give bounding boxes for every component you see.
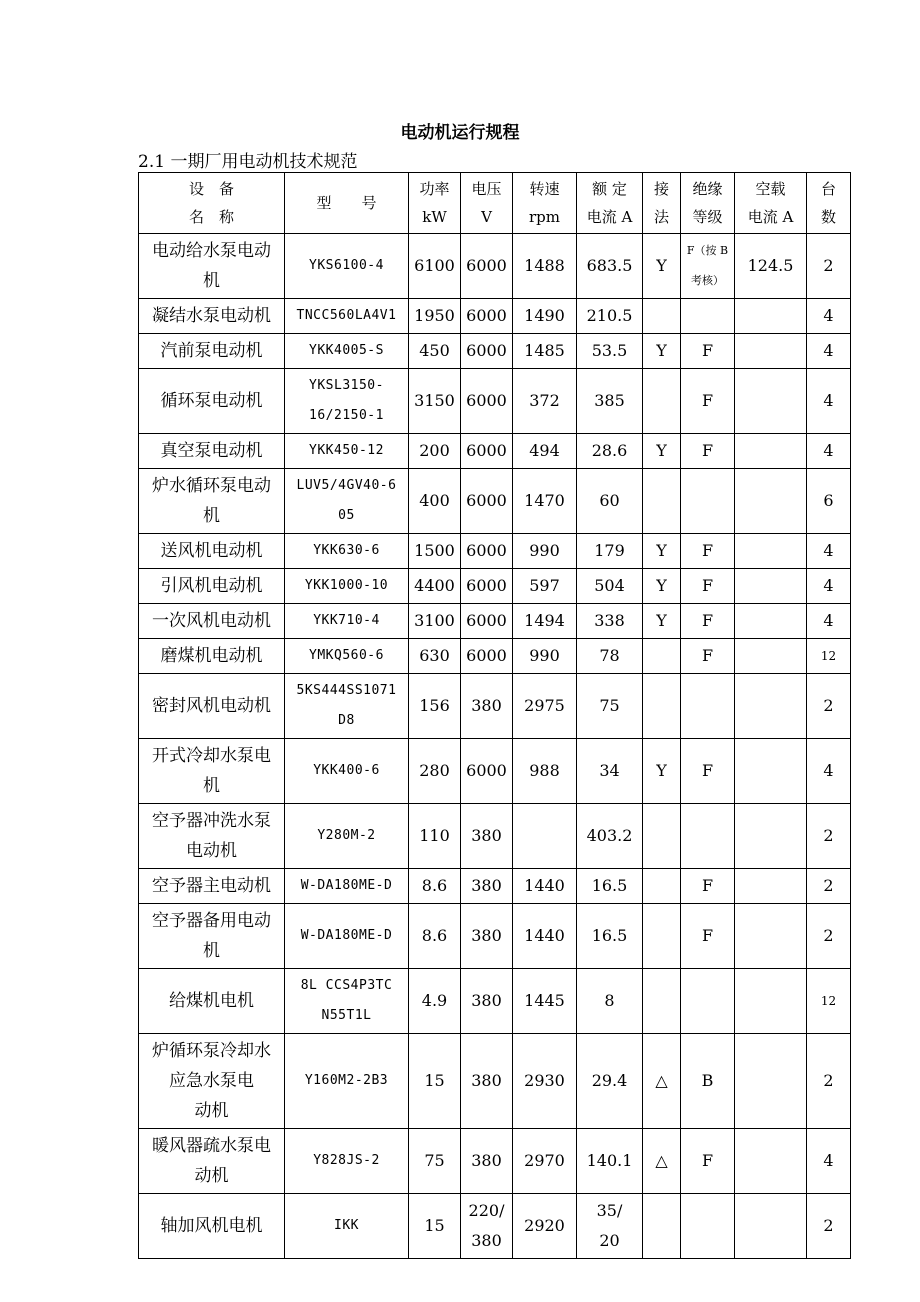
table-row [139, 804, 851, 869]
cell-quantity: 12 [807, 969, 851, 1034]
cell-insulation-class: F [681, 739, 735, 804]
cell-quantity: 4 [807, 369, 851, 434]
cell-power-kw: 15 [409, 1034, 461, 1129]
cell-rated-current: 140.1 [577, 1129, 643, 1194]
cell-equipment-name: 引风机电动机 [139, 569, 285, 604]
cell-equipment-name: 炉循环泵冷却水 应急水泵电 动机 [139, 1034, 285, 1129]
cell-no-load-current [735, 569, 807, 604]
cell-power-kw: 1950 [409, 299, 461, 334]
cell-quantity: 4 [807, 604, 851, 639]
cell-no-load-current [735, 334, 807, 369]
table-row [139, 534, 851, 569]
header-no-load-current: 空载 电流 A [735, 173, 807, 234]
cell-insulation-class [681, 1194, 735, 1259]
cell-quantity: 2 [807, 674, 851, 739]
cell-insulation-class: F [681, 534, 735, 569]
cell-voltage-v: 6000 [461, 369, 513, 434]
cell-rated-current: 683.5 [577, 234, 643, 299]
cell-insulation-class: F [681, 1129, 735, 1194]
cell-speed-rpm: 2975 [513, 674, 577, 739]
table-row [139, 639, 851, 674]
cell-voltage-v: 6000 [461, 234, 513, 299]
cell-no-load-current [735, 299, 807, 334]
table-row [139, 299, 851, 334]
cell-equipment-name: 空予器主电动机 [139, 869, 285, 904]
cell-equipment-name: 磨煤机电动机 [139, 639, 285, 674]
cell-rated-current: 34 [577, 739, 643, 804]
cell-power-kw: 400 [409, 469, 461, 534]
cell-connection [643, 969, 681, 1034]
cell-equipment-name: 真空泵电动机 [139, 434, 285, 469]
table-row [139, 369, 851, 434]
cell-rated-current: 75 [577, 674, 643, 739]
cell-equipment-name: 汽前泵电动机 [139, 334, 285, 369]
cell-equipment-name: 给煤机电机 [139, 969, 285, 1034]
header-equipment-name: 设 备 名 称 [139, 173, 285, 234]
cell-equipment-name: 轴加风机电机 [139, 1194, 285, 1259]
cell-rated-current: 338 [577, 604, 643, 639]
cell-voltage-v: 6000 [461, 334, 513, 369]
cell-insulation-class [681, 674, 735, 739]
cell-quantity: 4 [807, 1129, 851, 1194]
table-row [139, 969, 851, 1034]
cell-speed-rpm [513, 804, 577, 869]
cell-quantity: 4 [807, 739, 851, 804]
page-title: 电动机运行规程 [400, 123, 520, 143]
cell-quantity: 12 [807, 639, 851, 674]
cell-quantity: 2 [807, 234, 851, 299]
cell-insulation-class: B [681, 1034, 735, 1129]
cell-no-load-current [735, 1034, 807, 1129]
cell-power-kw: 630 [409, 639, 461, 674]
cell-voltage-v: 6000 [461, 299, 513, 334]
cell-connection: Y [643, 534, 681, 569]
cell-rated-current: 16.5 [577, 869, 643, 904]
cell-insulation-class: F [681, 869, 735, 904]
cell-quantity: 4 [807, 434, 851, 469]
cell-voltage-v: 6000 [461, 639, 513, 674]
cell-rated-current: 53.5 [577, 334, 643, 369]
cell-connection [643, 674, 681, 739]
cell-voltage-v: 6000 [461, 739, 513, 804]
cell-voltage-v: 380 [461, 969, 513, 1034]
cell-insulation-class [681, 299, 735, 334]
header-model: 型 号 [285, 173, 409, 234]
cell-no-load-current: 124.5 [735, 234, 807, 299]
cell-quantity: 4 [807, 334, 851, 369]
cell-connection [643, 904, 681, 969]
cell-connection [643, 299, 681, 334]
cell-rated-current: 16.5 [577, 904, 643, 969]
cell-model: 8L CCS4P3TC N55T1L [285, 969, 409, 1034]
cell-speed-rpm: 2920 [513, 1194, 577, 1259]
cell-model: YKK630-6 [285, 534, 409, 569]
cell-insulation-class: F [681, 604, 735, 639]
cell-quantity: 2 [807, 904, 851, 969]
cell-no-load-current [735, 1129, 807, 1194]
cell-voltage-v: 380 [461, 674, 513, 739]
table-header-row [139, 173, 851, 234]
header-insulation-class: 绝缘 等级 [681, 173, 735, 234]
cell-quantity: 6 [807, 469, 851, 534]
cell-voltage-v: 6000 [461, 469, 513, 534]
table-row [139, 1129, 851, 1194]
motor-spec-table [138, 172, 851, 1259]
cell-insulation-class [681, 804, 735, 869]
cell-power-kw: 1500 [409, 534, 461, 569]
cell-connection: Y [643, 739, 681, 804]
cell-model: YKS6100-4 [285, 234, 409, 299]
cell-insulation-class: F [681, 434, 735, 469]
cell-model: YKK4005-S [285, 334, 409, 369]
cell-quantity: 2 [807, 804, 851, 869]
table-row [139, 569, 851, 604]
cell-model: YKSL3150- 16/2150-1 [285, 369, 409, 434]
cell-no-load-current [735, 804, 807, 869]
cell-connection: △ [643, 1129, 681, 1194]
header-speed-rpm: 转速 rpm [513, 173, 577, 234]
cell-power-kw: 4400 [409, 569, 461, 604]
cell-rated-current: 28.6 [577, 434, 643, 469]
cell-speed-rpm: 990 [513, 639, 577, 674]
cell-speed-rpm: 372 [513, 369, 577, 434]
cell-equipment-name: 密封风机电动机 [139, 674, 285, 739]
table-row [139, 1034, 851, 1129]
cell-voltage-v: 6000 [461, 604, 513, 639]
cell-power-kw: 450 [409, 334, 461, 369]
cell-no-load-current [735, 969, 807, 1034]
cell-quantity: 2 [807, 1194, 851, 1259]
cell-power-kw: 15 [409, 1194, 461, 1259]
cell-power-kw: 110 [409, 804, 461, 869]
cell-rated-current: 504 [577, 569, 643, 604]
cell-insulation-class: F [681, 369, 735, 434]
table-row [139, 1194, 851, 1259]
cell-model: YKK1000-10 [285, 569, 409, 604]
cell-speed-rpm: 1445 [513, 969, 577, 1034]
cell-speed-rpm: 1440 [513, 904, 577, 969]
table-row [139, 434, 851, 469]
cell-model: W-DA180ME-D [285, 869, 409, 904]
cell-no-load-current [735, 739, 807, 804]
cell-voltage-v: 6000 [461, 434, 513, 469]
cell-connection: Y [643, 334, 681, 369]
cell-rated-current: 35/ 20 [577, 1194, 643, 1259]
cell-rated-current: 210.5 [577, 299, 643, 334]
cell-connection: Y [643, 604, 681, 639]
cell-insulation-class [681, 469, 735, 534]
cell-power-kw: 200 [409, 434, 461, 469]
cell-model: YKK710-4 [285, 604, 409, 639]
cell-equipment-name: 暖风器疏水泵电 动机 [139, 1129, 285, 1194]
cell-equipment-name: 空予器冲洗水泵 电动机 [139, 804, 285, 869]
cell-model: TNCC560LA4V1 [285, 299, 409, 334]
cell-connection [643, 804, 681, 869]
table-row [139, 234, 851, 299]
cell-speed-rpm: 1494 [513, 604, 577, 639]
cell-connection [643, 869, 681, 904]
cell-speed-rpm: 1440 [513, 869, 577, 904]
cell-equipment-name: 空予器备用电动 机 [139, 904, 285, 969]
cell-rated-current: 60 [577, 469, 643, 534]
cell-rated-current: 179 [577, 534, 643, 569]
cell-connection [643, 1194, 681, 1259]
cell-voltage-v: 6000 [461, 534, 513, 569]
cell-model: YKK400-6 [285, 739, 409, 804]
cell-insulation-class: F [681, 569, 735, 604]
cell-equipment-name: 炉水循环泵电动 机 [139, 469, 285, 534]
cell-speed-rpm: 2930 [513, 1034, 577, 1129]
cell-quantity: 4 [807, 569, 851, 604]
cell-no-load-current [735, 674, 807, 739]
cell-voltage-v: 380 [461, 804, 513, 869]
cell-connection [643, 469, 681, 534]
cell-no-load-current [735, 869, 807, 904]
header-rated-current: 额 定 电流 A [577, 173, 643, 234]
table-row [139, 334, 851, 369]
table-row [139, 604, 851, 639]
cell-speed-rpm: 2970 [513, 1129, 577, 1194]
cell-model: LUV5/4GV40-6 05 [285, 469, 409, 534]
cell-rated-current: 78 [577, 639, 643, 674]
cell-speed-rpm: 1488 [513, 234, 577, 299]
table-row [139, 674, 851, 739]
cell-speed-rpm: 990 [513, 534, 577, 569]
cell-equipment-name: 送风机电动机 [139, 534, 285, 569]
cell-quantity: 2 [807, 869, 851, 904]
cell-insulation-class: F（按 B 考核） [681, 234, 735, 299]
cell-model: YKK450-12 [285, 434, 409, 469]
cell-power-kw: 8.6 [409, 869, 461, 904]
cell-power-kw: 6100 [409, 234, 461, 299]
cell-equipment-name: 电动给水泵电动 机 [139, 234, 285, 299]
cell-speed-rpm: 494 [513, 434, 577, 469]
cell-power-kw: 3100 [409, 604, 461, 639]
cell-model: Y280M-2 [285, 804, 409, 869]
cell-no-load-current [735, 534, 807, 569]
cell-quantity: 4 [807, 534, 851, 569]
cell-power-kw: 156 [409, 674, 461, 739]
cell-insulation-class: F [681, 639, 735, 674]
cell-model: Y828JS-2 [285, 1129, 409, 1194]
cell-model: W-DA180ME-D [285, 904, 409, 969]
cell-equipment-name: 一次风机电动机 [139, 604, 285, 639]
cell-model: 5KS444SS1071 D8 [285, 674, 409, 739]
cell-connection: Y [643, 234, 681, 299]
header-connection: 接 法 [643, 173, 681, 234]
cell-connection [643, 369, 681, 434]
cell-speed-rpm: 597 [513, 569, 577, 604]
cell-rated-current: 29.4 [577, 1034, 643, 1129]
cell-insulation-class [681, 969, 735, 1034]
cell-model: YMKQ560-6 [285, 639, 409, 674]
cell-voltage-v: 380 [461, 1034, 513, 1129]
table-row [139, 469, 851, 534]
cell-equipment-name: 循环泵电动机 [139, 369, 285, 434]
cell-equipment-name: 凝结水泵电动机 [139, 299, 285, 334]
cell-rated-current: 385 [577, 369, 643, 434]
cell-quantity: 4 [807, 299, 851, 334]
cell-connection: △ [643, 1034, 681, 1129]
cell-no-load-current [735, 604, 807, 639]
cell-no-load-current [735, 434, 807, 469]
cell-speed-rpm: 1470 [513, 469, 577, 534]
cell-speed-rpm: 1485 [513, 334, 577, 369]
cell-power-kw: 8.6 [409, 904, 461, 969]
cell-model: Y160M2-2B3 [285, 1034, 409, 1129]
cell-no-load-current [735, 904, 807, 969]
cell-no-load-current [735, 369, 807, 434]
header-voltage-v: 电压 V [461, 173, 513, 234]
cell-voltage-v: 380 [461, 869, 513, 904]
cell-voltage-v: 380 [461, 904, 513, 969]
cell-equipment-name: 开式冷却水泵电 机 [139, 739, 285, 804]
cell-power-kw: 280 [409, 739, 461, 804]
table-row [139, 869, 851, 904]
cell-rated-current: 8 [577, 969, 643, 1034]
cell-rated-current: 403.2 [577, 804, 643, 869]
cell-voltage-v: 380 [461, 1129, 513, 1194]
cell-power-kw: 3150 [409, 369, 461, 434]
cell-model: IKK [285, 1194, 409, 1259]
cell-insulation-class: F [681, 334, 735, 369]
cell-insulation-class: F [681, 904, 735, 969]
cell-connection: Y [643, 569, 681, 604]
cell-quantity: 2 [807, 1034, 851, 1129]
cell-no-load-current [735, 469, 807, 534]
cell-voltage-v: 6000 [461, 569, 513, 604]
header-power-kw: 功率 kW [409, 173, 461, 234]
section-heading: 2.1 一期厂用电动机技术规范 [138, 152, 358, 172]
header-quantity: 台 数 [807, 173, 851, 234]
cell-power-kw: 4.9 [409, 969, 461, 1034]
cell-speed-rpm: 1490 [513, 299, 577, 334]
cell-no-load-current [735, 639, 807, 674]
table-row [139, 904, 851, 969]
cell-connection [643, 639, 681, 674]
cell-connection: Y [643, 434, 681, 469]
cell-no-load-current [735, 1194, 807, 1259]
cell-power-kw: 75 [409, 1129, 461, 1194]
table-row [139, 739, 851, 804]
cell-speed-rpm: 988 [513, 739, 577, 804]
cell-voltage-v: 220/ 380 [461, 1194, 513, 1259]
